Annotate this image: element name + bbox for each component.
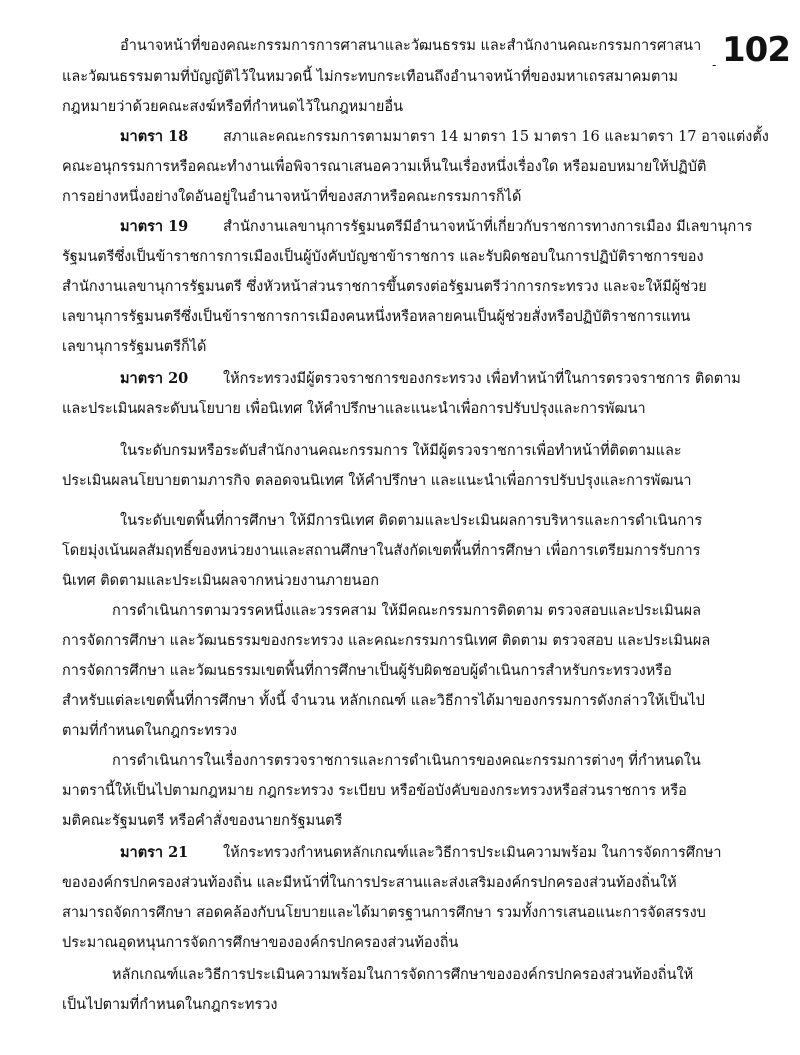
- text-line: มติคณะรัฐมนตรี หรือคำสั่งของนายกรัฐมนตรี: [62, 813, 343, 829]
- text-line: เลขานุการรัฐมนตรีซึ่งเป็นข้าราชการการเมืองคนหนึ่งหรือหลายคนเป็นผู้ช่วยสั่งหรือปฏิบัติราชการแทน: [62, 309, 691, 325]
- text-line: ในระดับเขตพื้นที่การศึกษา ให้มีการนิเทศ ติดตามและประเมินผลการบริหารและการดำเนินการ: [120, 513, 703, 529]
- text-line: สำหรับแต่ละเขตพื้นที่การศึกษา ทั้งนี้ จำนวน หลักเกณฑ์ และวิธีการได้มาของกรรมการดังกล่าวให้เป็นไป: [62, 693, 705, 709]
- text-line: สำนักงานเลขานุการรัฐมนตรี ซึ่งหัวหน้าส่วนราชการขึ้นตรงต่อรัฐมนตรีว่าการกระทรวง และจะให้มีผู้ช่วย: [62, 279, 707, 295]
- text-line: การอย่างหนึ่งอย่างใดอันอยู่ในอำนาจหน้าที่ของสภาหรือคณะกรรมการก็ได้: [62, 189, 522, 205]
- text-line: กฎหมายว่าด้วยคณะสงฆ์หรือที่กำหนดไว้ในกฎหมายอื่น: [62, 99, 403, 115]
- page-number: 102: [722, 30, 790, 70]
- text-line: การจัดการศึกษา และวัฒนธรรมของกระทรวง และคณะกรรมการนิเทศ ติดตาม ตรวจสอบ และประเมินผล: [62, 633, 711, 649]
- section-label: มาตรา 18: [120, 128, 189, 145]
- text-line: สภาและคณะกรรมการตามมาตรา 14 มาตรา 15 มาตรา 16 และมาตรา 17 อาจแต่งตั้ง: [223, 129, 769, 145]
- text-line: นิเทศ ติดตามและประเมินผลจากหน่วยงานภายนอก: [62, 573, 380, 589]
- text-line: ขององค์กรปกครองส่วนท้องถิ่น และมีหน้าที่ในการประสานและส่งเสริมองค์กรปกครองส่วนท้องถิ่นให้: [62, 875, 677, 891]
- text-line: สำนักงานเลขานุการรัฐมนตรีมีอำนาจหน้าที่เกี่ยวกับราชการทางการเมือง มีเลขานุการ: [223, 219, 753, 235]
- text-line: และวัฒนธรรมตามที่บัญญัติไว้ในหมวดนี้ ไม่กระทบกระเทือนถึงอำนาจหน้าที่ของมหาเถรสมาคมตาม: [62, 69, 679, 85]
- text-line: มาตรานี้ให้เป็นไปตามกฎหมาย กฎกระทรวง ระเบียบ หรือข้อบังคับของกระทรวงหรือส่วนราชการ หรือ: [62, 783, 687, 799]
- text-line: และประเมินผลระดับนโยบาย เพื่อนิเทศ ให้คำปรึกษาและแนะนำเพื่อการปรับปรุงและการพัฒนา: [62, 401, 646, 417]
- text-line: คณะอนุกรรมการหรือคณะทำงานเพื่อพิจารณาเสนอความเห็นในเรื่องหนึ่งเรื่องใด หรือมอบหมายให้ปฏิบัติ: [62, 159, 707, 175]
- text-line: ประเมินผลนโยบายตามภารกิจ ตลอดจนนิเทศ ให้คำปรึกษา และแนะนำเพื่อการปรับปรุงและการพัฒนา: [62, 473, 692, 489]
- text-line: การจัดการศึกษา และวัฒนธรรมเขตพื้นที่การศึกษาเป็นผู้รับผิดชอบผู้ดำเนินการสำหรับกระทรวงหรือ: [62, 663, 672, 679]
- section-label: มาตรา 20: [120, 370, 189, 387]
- text-line: ให้กระทรวงมีผู้ตรวจราชการของกระทรวง เพื่อทำหน้าที่ในการตรวจราชการ ติดตาม: [223, 371, 741, 387]
- text-line: เป็นไปตามที่กำหนดในกฎกระทรวง: [62, 997, 278, 1013]
- text-line: ในระดับกรมหรือระดับสำนักงานคณะกรรมการ ให้มีผู้ตรวจราชการเพื่อทำหน้าที่ติดตามและ: [120, 443, 682, 459]
- section-label: มาตรา 21: [120, 844, 189, 861]
- text-line: อำนาจหน้าที่ของคณะกรรมการการศาสนาและวัฒนธรรม และสำนักงานคณะกรรมการศาสนา: [120, 38, 702, 54]
- text-line: รัฐมนตรีซึ่งเป็นข้าราชการการเมืองเป็นผู้บังคับบัญชาข้าราชการ และรับผิดชอบในการปฏิบัติราชการของ: [62, 249, 704, 265]
- section-label: มาตรา 19: [120, 218, 189, 235]
- text-line: การดำเนินการในเรื่องการตรวจราชการและการดำเนินการของคณะกรรมการต่างๆ ที่กำหนดใน: [112, 753, 701, 769]
- text-line: โดยมุ่งเน้นผลสัมฤทธิ์ของหน่วยงานและสถานศึกษาในสังกัดเขตพื้นที่การศึกษา เพื่อการเตรียมการรับการ: [62, 543, 701, 559]
- text-line: เลขานุการรัฐมนตรีก็ได้: [62, 339, 207, 355]
- text-line: ให้กระทรวงกำหนดหลักเกณฑ์และวิธีการประเมินความพร้อม ในการจัดการศึกษา: [223, 845, 722, 861]
- text-line: สามารถจัดการศึกษา สอดคล้องกับนโยบายและได้มาตรฐานการศึกษา รวมทั้งการเสนอแนะการจัดสรรงบ: [62, 905, 706, 921]
- page-number-mark: -: [712, 58, 717, 72]
- text-line: การดำเนินการตามวรรคหนึ่งและวรรคสาม ให้มีคณะกรรมการติดตาม ตรวจสอบและประเมินผล: [112, 603, 701, 619]
- text-line: ประมาณอุดหนุนการจัดการศึกษาขององค์กรปกครองส่วนท้องถิ่น: [62, 935, 459, 951]
- text-line: หลักเกณฑ์และวิธีการประเมินความพร้อมในการจัดการศึกษาขององค์กรปกครองส่วนท้องถิ่นให้: [112, 967, 694, 983]
- text-line: ตามที่กำหนดในกฎกระทรวง: [62, 723, 237, 739]
